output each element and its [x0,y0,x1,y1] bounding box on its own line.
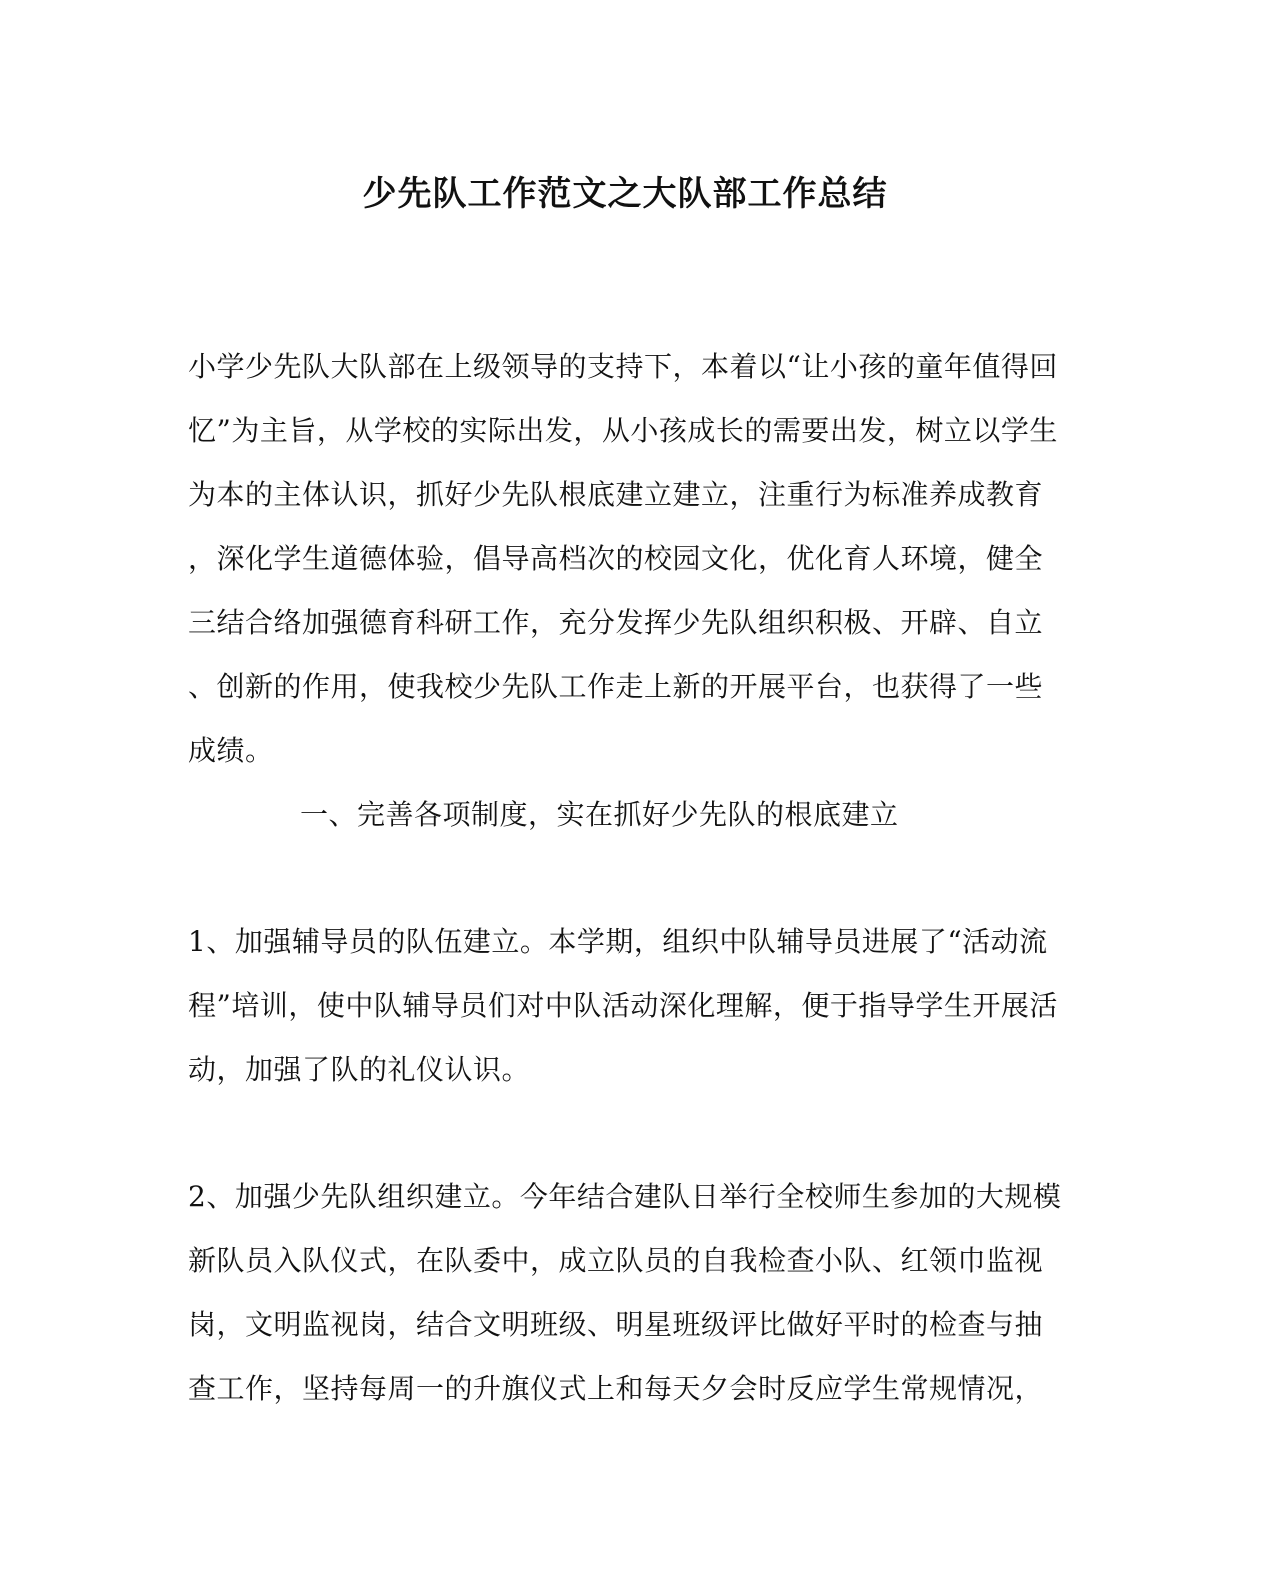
intro-line-5: 三结合络加强德育科研工作，充分发挥少先队组织积极、开辟、自立 [188,606,1044,639]
intro-line-4: ，深化学生道德体验，倡导高档次的校园文化，优化育人环境，健全 [188,542,1044,575]
item1-line-3: 动，加强了队的礼仪认识。 [188,1053,531,1086]
intro-line-3: 为本的主体认识，抓好少先队根底建立建立，注重行为标准养成教育 [188,478,1044,511]
intro-line-1: 小学少先队大队部在上级领导的支持下，本着以“让小孩的童年值得回 [188,350,1058,383]
item1-line-2: 程”培训，使中队辅导员们对中队活动深化理解，便于指导学生开展活 [188,989,1058,1022]
item2-line-3: 岗，文明监视岗，结合文明班级、明星班级评比做好平时的检查与抽 [188,1308,1044,1341]
section-heading: 一、完善各项制度，实在抓好少先队的根底建立 [300,798,899,831]
item1-line-1: 1、加强辅导员的队伍建立。本学期，组织中队辅导员进展了“活动流 [188,925,1048,958]
document-title: 少先队工作范文之大队部工作总结 [362,174,888,214]
item2-line-4: 查工作，坚持每周一的升旗仪式上和每天夕会时反应学生常规情况， [188,1372,1044,1405]
item2-line-2: 新队员入队仪式，在队委中，成立队员的自我检查小队、红领巾监视 [188,1244,1044,1277]
intro-line-7: 成绩。 [188,734,274,767]
intro-line-6: 、创新的作用，使我校少先队工作走上新的开展平台，也获得了一些 [188,670,1044,703]
item2-line-1: 2、加强少先队组织建立。今年结合建队日举行全校师生参加的大规模 [188,1180,1062,1213]
intro-line-2: 忆”为主旨，从学校的实际出发，从小孩成长的需要出发，树立以学生 [188,414,1058,447]
